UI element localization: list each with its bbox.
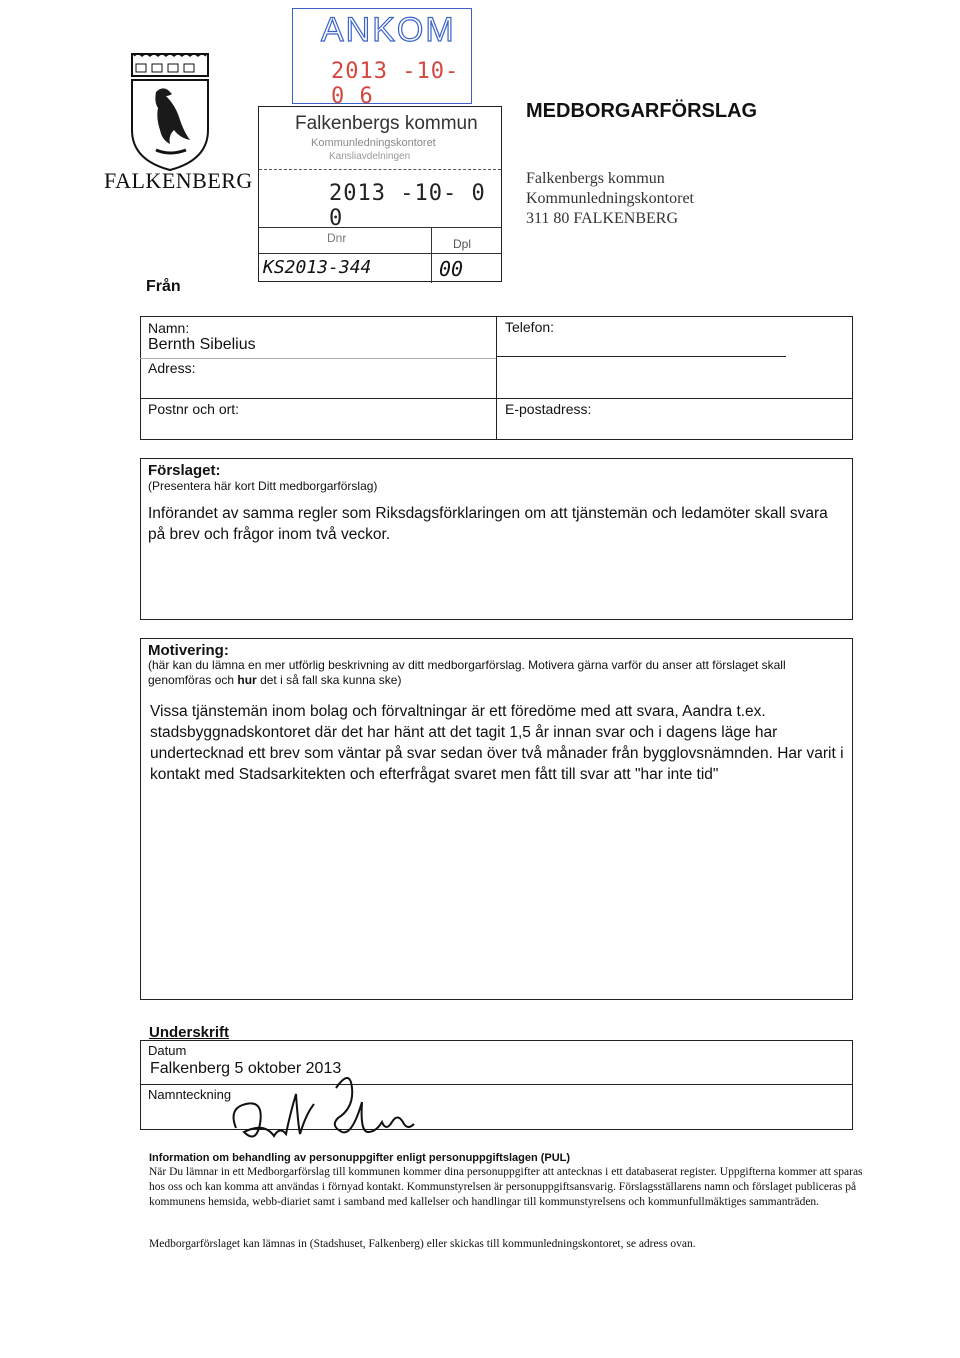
registry-stamp-subtitle-2: Kansliavdelningen	[329, 151, 411, 162]
proposal-instruction: (Presentera här kort Ditt medborgarförslag)	[148, 479, 378, 493]
motivation-box	[140, 638, 853, 1000]
signature-heading: Underskrift	[149, 1024, 230, 1041]
motivation-instruction-part-1: (här kan du lämna en mer utförlig beskrivning av ditt medborgarförslag. Motivera gärna varför du anser att förslaget skall genomföras och	[148, 658, 786, 687]
ankom-date: 2013 -10- 0 6	[331, 59, 460, 109]
registry-stamp	[258, 106, 502, 282]
dpl-label: Dpl	[453, 237, 472, 251]
signature-label: Namnteckning	[148, 1087, 232, 1102]
date-value[interactable]: Falkenberg 5 oktober 2013	[150, 1060, 342, 1077]
pul-heading: Information om behandling av personuppgifter enligt personuppgiftslagen (PUL)	[149, 1152, 571, 1164]
motivation-instruction-part-2: det i så fall ska kunna ske)	[256, 673, 402, 687]
recipient-address-line-3: 311 80 FALKENBERG	[526, 210, 678, 227]
email-label: E-postadress:	[505, 401, 592, 417]
municipal-crest	[126, 52, 214, 172]
submit-info: Medborgarförslaget kan lämnas in (Stadshuset, Falkenberg) eller skickas till kommunledningskontoret, se adress ovan.	[149, 1238, 696, 1250]
phone-label: Telefon:	[505, 319, 555, 335]
name-value[interactable]: Bernth Sibelius	[148, 336, 256, 353]
motivation-instruction-bold: hur	[237, 673, 257, 687]
falcon-crest-icon	[126, 52, 214, 172]
ankom-label: ANKOM	[321, 11, 456, 49]
registry-stamp-title: Falkenbergs kommun	[295, 113, 478, 134]
handwritten-signature	[226, 1058, 446, 1138]
municipality-name: FALKENBERG	[104, 168, 253, 193]
motivation-text[interactable]: Vissa tjänstemän inom bolag och förvaltningar är ett föredöme med att svara, Aandra t.ex. stadsbyggnadskontoret där det har hänt att det tagit 1,5 år innan svar och i dagens läge har undertecknad ett brev som väntar på svar sedan över två månader från bygglovsnämnden. Har varit i kontakt med Stadsarkitekten och efterfrågat svaret men fått till svar att "har inte tid"	[150, 703, 844, 783]
postal-label: Postnr och ort:	[148, 401, 240, 417]
recipient-address-line-2: Kommunledningskontoret	[526, 190, 694, 207]
dnr-value: KS2013-344	[263, 257, 372, 278]
dpl-value: 00	[439, 257, 464, 281]
date-label: Datum	[148, 1043, 187, 1058]
sender-section-label: Från	[146, 278, 181, 295]
name-label: Namn:	[148, 320, 190, 336]
form-title: MEDBORGARFÖRSLAG	[526, 100, 758, 122]
motivation-instruction	[148, 658, 838, 688]
recipient-address-line-1: Falkenbergs kommun	[526, 170, 665, 187]
pul-text: När Du lämnar in ett Medborgarförslag till kommunen kommer dina personuppgifter att antecknas i ett databaserat register. Uppgifterna kommer att sparas hos oss och kan komma att användas i förnyad kontakt. Kommunstyrelsen är personuppgiftsansvarig. Förslagsställarens namn och förslaget publiceras på kommunens hemsida, webb-diariet samt i samband med kallelser och handlingar till kommunstyrelsens och kommunfullmäktiges sammanträden.	[149, 1166, 863, 1208]
proposal-text[interactable]: Införandet av samma regler som Riksdagsförklaringen om att tjänstemän och ledamöter skall svara på brev och frågor inom två veckor.	[148, 505, 828, 543]
dnr-label: Dnr	[327, 231, 347, 245]
ankom-stamp	[292, 8, 472, 109]
address-label: Adress:	[148, 360, 196, 376]
registry-stamp-subtitle-1: Kommunledningskontoret	[311, 137, 436, 149]
proposal-heading: Förslaget:	[148, 462, 221, 479]
registry-stamp-date: 2013 -10- 0 0	[329, 181, 486, 231]
motivation-heading: Motivering:	[148, 642, 229, 659]
